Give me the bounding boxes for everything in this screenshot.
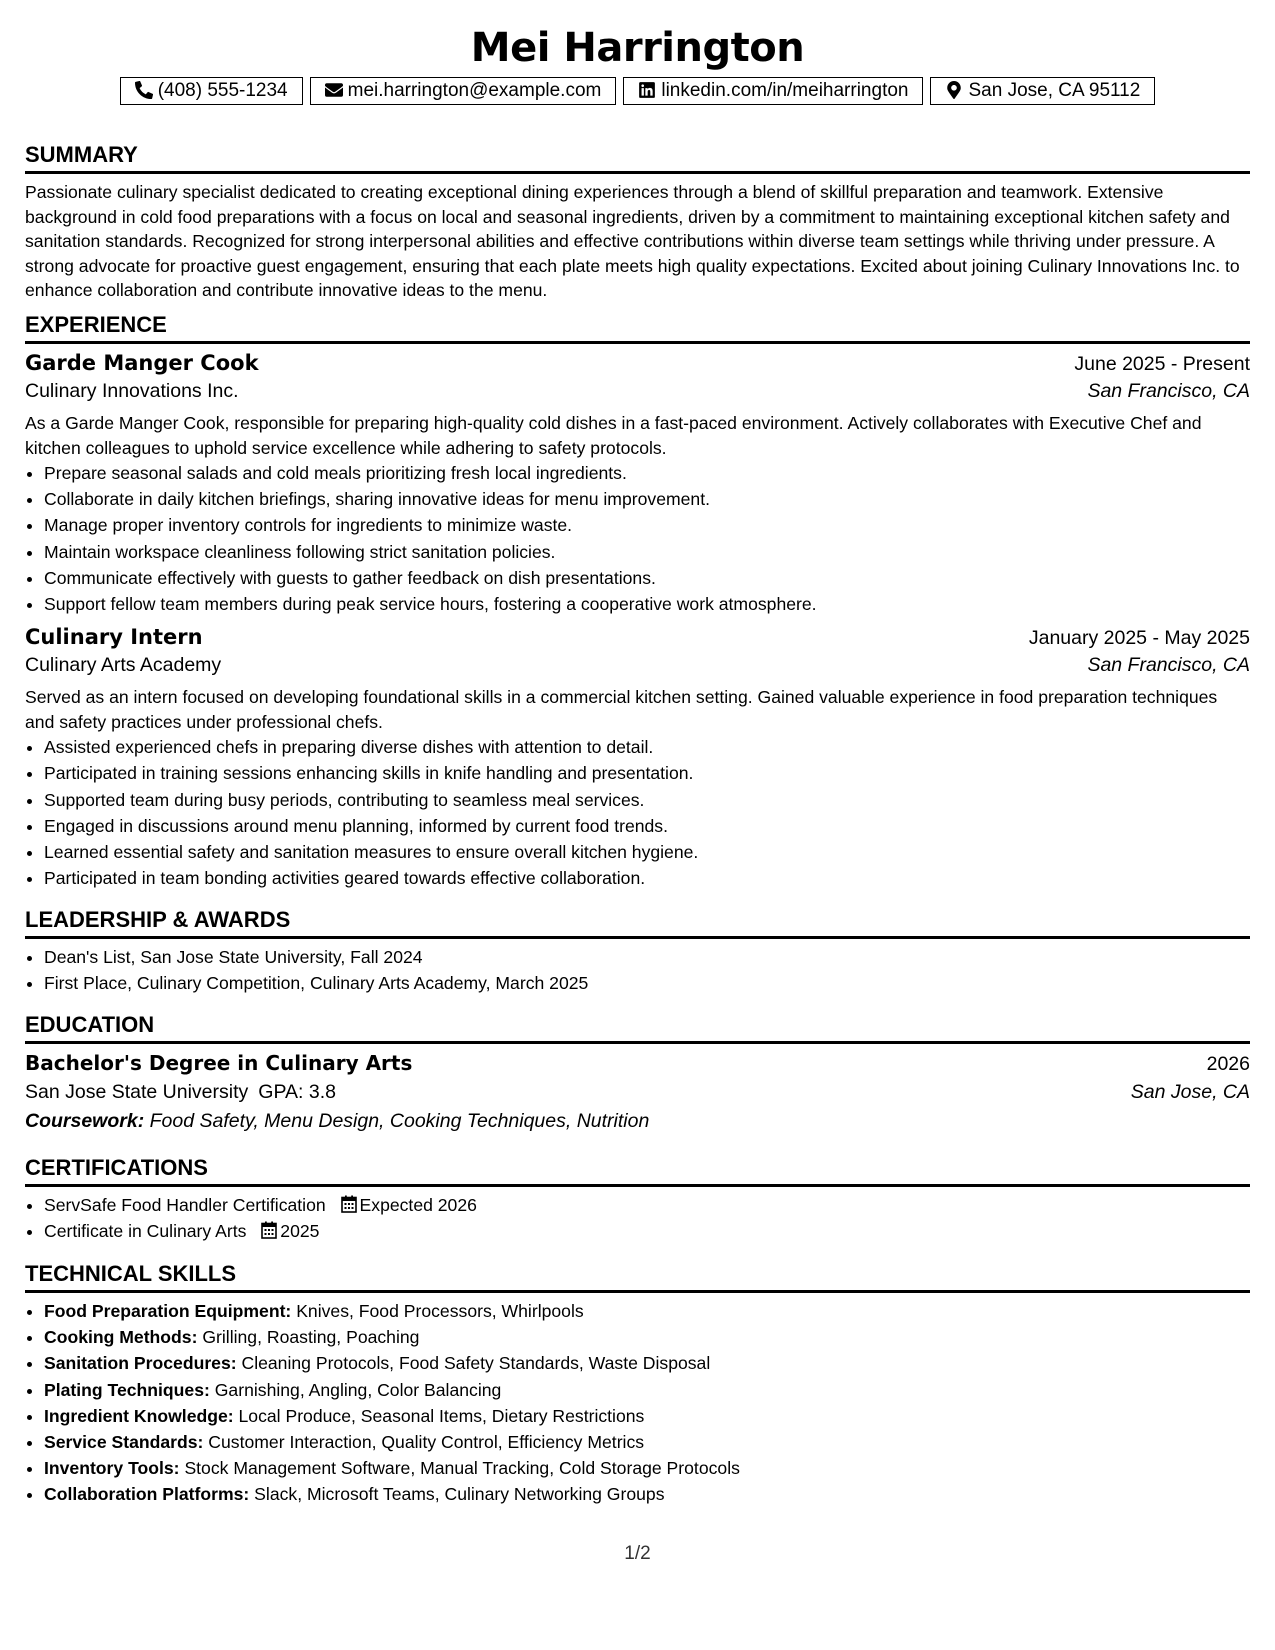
skill-value: Local Produce, Seasonal Items, Dietary Restrictions xyxy=(238,1405,645,1426)
candidate-name: Mei Harrington xyxy=(470,25,805,71)
coursework-label: Coursework: xyxy=(25,1110,145,1132)
section-title: LEADERSHIP & AWARDS xyxy=(25,907,1250,939)
skills-list xyxy=(25,1298,1250,1508)
job-entry xyxy=(25,625,1250,891)
contact-bar xyxy=(25,77,1250,109)
list-item: • Engaged in discussions around menu planning, informed by current food trends. xyxy=(44,813,1250,839)
list-item xyxy=(44,1481,1250,1507)
skill-label: Collaboration Platforms: xyxy=(44,1484,250,1505)
job-bullets xyxy=(25,460,1250,617)
calendar-icon xyxy=(341,1195,357,1213)
list-item xyxy=(44,1324,1250,1350)
contact-linkedin[interactable]: linkedin.com/in/meiharrington xyxy=(623,77,923,105)
list-item xyxy=(44,1377,1250,1403)
list-item xyxy=(44,1298,1250,1324)
company-name: Culinary Arts Academy xyxy=(25,654,222,677)
list-item: • Dean's List, San Jose State University, Fall 2024 xyxy=(44,944,1250,970)
job-location: San Francisco, CA xyxy=(1087,380,1250,402)
job-description: Served as an intern focused on developing foundational skills in a commercial kitchen setting. Gained valuable experience in food preparation techniques and safety practices under professional chefs. xyxy=(25,687,1218,732)
summary-section xyxy=(25,142,1250,303)
certification-name: Certificate in Culinary Arts xyxy=(44,1221,247,1242)
linkedin-icon xyxy=(638,81,658,101)
school-location: San Jose, CA xyxy=(1130,1081,1250,1103)
leadership-section xyxy=(25,907,1250,996)
section-title: TECHNICAL SKILLS xyxy=(25,1261,1250,1293)
skill-value: Stock Management Software, Manual Tracking, Cold Storage Protocols xyxy=(184,1458,740,1479)
calendar-icon xyxy=(261,1221,277,1239)
list-item: • Assisted experienced chefs in preparing diverse dishes with attention to detail. xyxy=(44,734,1250,760)
contact-phone[interactable]: (408) 555-1234 xyxy=(120,77,303,105)
certification-date: 2025 xyxy=(280,1221,320,1242)
job-location: San Francisco, CA xyxy=(1087,654,1250,677)
skill-label: Food Preparation Equipment: xyxy=(44,1301,292,1321)
experience-section xyxy=(25,312,1250,891)
company-name: Culinary Innovations Inc. xyxy=(25,380,239,402)
summary-text: Passionate culinary specialist dedicated to creating exceptional dining experiences through a blend of skillful preparation and teamwork. Extensive background in cold food preparations with a focus on local and seasonal ingredients, driven by a commitment to maintaining exceptional kitchen safety and sanitation standards. Recognized for strong interpersonal abilities and effective contributions within diverse team settings while thriving under pressure. A strong advocate for proactive guest engagement, ensuring that each plate meets high quality expectations. Excited about joining Culinary Innovations Inc. to enhance collaboration and contribute innovative ideas to the menu. xyxy=(25,182,1240,300)
skill-label: Inventory Tools: xyxy=(44,1458,180,1479)
section-title: SUMMARY xyxy=(25,142,1250,174)
job-title: Garde Manger Cook xyxy=(25,351,259,375)
education-section xyxy=(25,1012,1250,1133)
phone-icon xyxy=(135,81,155,101)
skills-section xyxy=(25,1261,1250,1508)
awards-list xyxy=(25,944,1250,996)
list-item xyxy=(44,1455,1250,1481)
section-title: EDUCATION xyxy=(25,1012,1250,1044)
skill-value: Cleaning Protocols, Food Safety Standards, Waste Disposal xyxy=(241,1353,711,1374)
skill-label: Sanitation Procedures: xyxy=(44,1353,237,1374)
skill-label: Service Standards: xyxy=(44,1432,204,1453)
list-item: • Collaborate in daily kitchen briefings, sharing innovative ideas for menu improvement. xyxy=(44,486,1250,512)
section-title: EXPERIENCE xyxy=(25,312,1250,344)
gpa: GPA: 3.8 xyxy=(258,1081,336,1103)
list-item: • Learned essential safety and sanitation measures to ensure overall kitchen hygiene. xyxy=(44,839,1250,865)
job-dates: June 2025 - Present xyxy=(1074,353,1250,375)
list-item xyxy=(44,1403,1250,1429)
job-title: Culinary Intern xyxy=(25,625,203,650)
skill-value: Knives, Food Processors, Whirlpools xyxy=(296,1301,584,1321)
skill-value: Slack, Microsoft Teams, Culinary Networking Groups xyxy=(254,1484,665,1505)
list-item: • Maintain workspace cleanliness following strict sanitation policies. xyxy=(44,539,1250,565)
list-item xyxy=(44,1429,1250,1455)
list-item: • Communicate effectively with guests to gather feedback on dish presentations. xyxy=(44,565,1250,591)
list-item: • Participated in training sessions enhancing skills in knife handling and presentation. xyxy=(44,760,1250,786)
page-number: 1/2 xyxy=(624,1543,651,1564)
list-item: • Support fellow team members during peak service hours, fostering a cooperative work atmosphere. xyxy=(44,591,1250,617)
list-item: • First Place, Culinary Competition, Culinary Arts Academy, March 2025 xyxy=(44,970,1250,996)
list-item: • Manage proper inventory controls for ingredients to minimize waste. xyxy=(44,512,1250,538)
contact-email[interactable]: mei.harrington@example.com xyxy=(310,77,617,105)
job-bullets xyxy=(25,734,1250,891)
job-dates: January 2025 - May 2025 xyxy=(1028,627,1250,650)
contact-location[interactable]: San Jose, CA 95112 xyxy=(930,77,1155,105)
certification-date: Expected 2026 xyxy=(359,1195,477,1215)
envelope-icon xyxy=(325,81,345,101)
certifications-list xyxy=(25,1192,1250,1244)
certification-name: ServSafe Food Handler Certification xyxy=(44,1195,326,1215)
skill-label: Plating Techniques: xyxy=(44,1379,210,1400)
map-marker-icon xyxy=(945,81,965,101)
list-item: • Participated in team bonding activities geared towards effective collaboration. xyxy=(44,865,1250,891)
graduation-year: 2026 xyxy=(1206,1053,1250,1075)
list-item: • Supported team during busy periods, contributing to seamless meal services. xyxy=(44,787,1250,813)
skill-label: Cooking Methods: xyxy=(44,1327,198,1348)
list-item: • Prepare seasonal salads and cold meals prioritizing fresh local ingredients. xyxy=(44,460,1250,486)
list-item xyxy=(44,1218,1250,1244)
coursework xyxy=(25,1110,1250,1133)
skill-label: Ingredient Knowledge: xyxy=(44,1405,234,1426)
job-entry xyxy=(25,351,1250,617)
job-description: As a Garde Manger Cook, responsible for preparing high-quality cold dishes in a fast-paced environment. Actively collaborates with Executive Chef and kitchen colleagues to uphold service excellence while adhering to safety protocols. xyxy=(25,413,1202,458)
resume-page xyxy=(25,0,1250,1505)
school-name: San Jose State University xyxy=(25,1081,249,1103)
skill-value: Customer Interaction, Quality Control, Efficiency Metrics xyxy=(208,1432,645,1453)
list-item xyxy=(44,1350,1250,1376)
section-title: CERTIFICATIONS xyxy=(25,1155,1250,1187)
skill-value: Grilling, Roasting, Poaching xyxy=(202,1327,420,1348)
list-item xyxy=(44,1192,1250,1218)
coursework-list: Food Safety, Menu Design, Cooking Techniques, Nutrition xyxy=(149,1110,650,1132)
degree-name: Bachelor's Degree in Culinary Arts xyxy=(25,1051,413,1075)
certifications-section xyxy=(25,1155,1250,1244)
skill-value: Garnishing, Angling, Color Balancing xyxy=(214,1379,502,1400)
